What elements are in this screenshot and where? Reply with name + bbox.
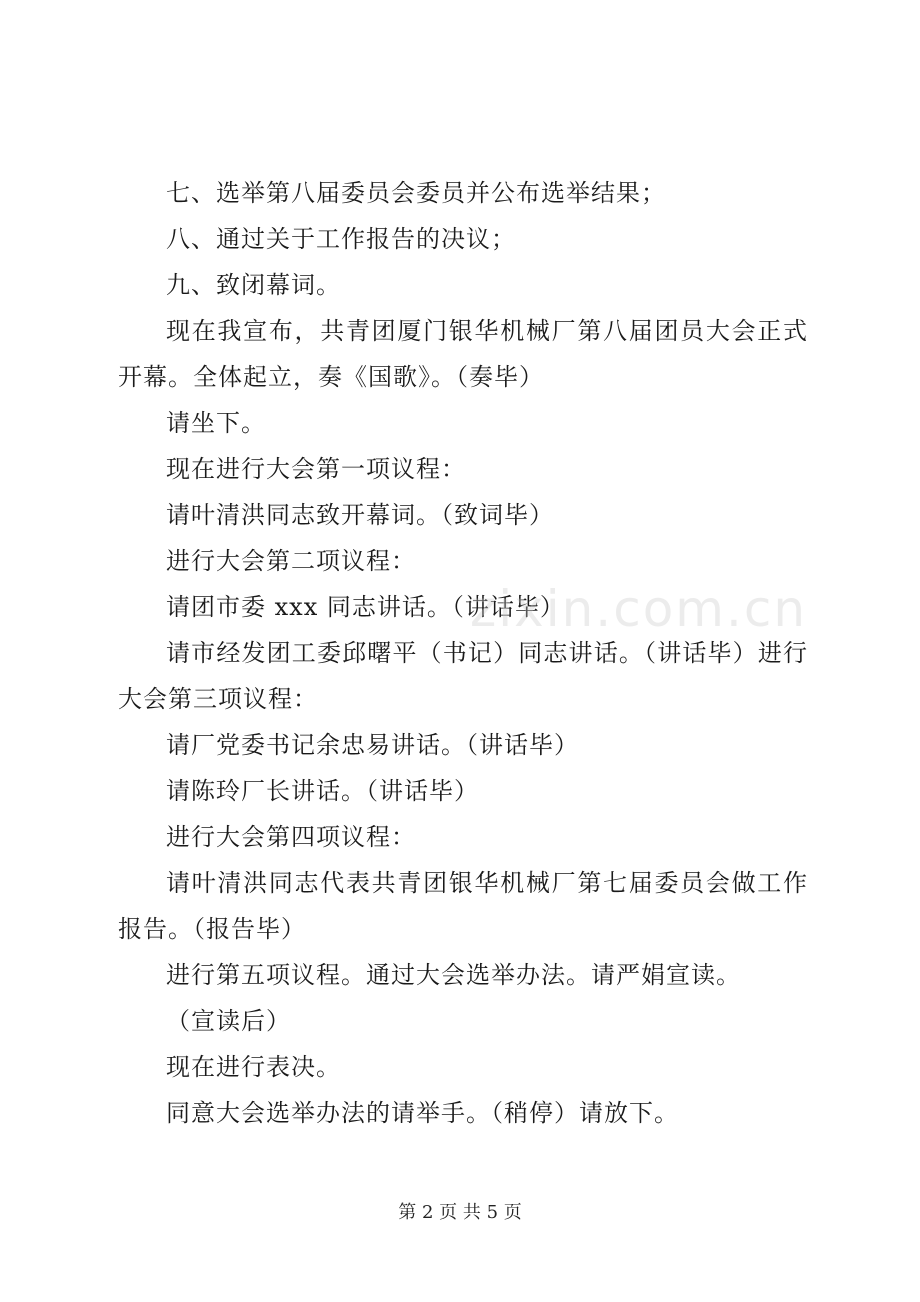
agenda-item-1-heading: 现在进行大会第一项议程： bbox=[166, 455, 466, 483]
document-body bbox=[118, 170, 808, 1136]
paragraph-item-7: 七、选举第八届委员会委员并公布选举结果； bbox=[166, 179, 666, 207]
agenda-item-3-speech-1: 请厂党委书记余忠易讲话。（讲话毕） bbox=[166, 731, 579, 759]
agenda-item-2-speech-2: 请市经发团工委邱曙平（书记）同志讲话。（讲话毕）进行大会第三项议程： bbox=[118, 639, 808, 713]
opening-declaration: 现在我宣布，共青团厦门银华机械厂第八届团员大会正式开幕。全体起立，奏《国歌》。（奏毕） bbox=[118, 317, 808, 391]
agenda-item-2-heading: 进行大会第二项议程： bbox=[166, 547, 416, 575]
agenda-item-5-show-hands: 同意大会选举办法的请举手。（稍停）请放下。 bbox=[166, 1099, 679, 1127]
agenda-item-5-vote: 现在进行表决。 bbox=[166, 1053, 341, 1081]
agenda-item-3-speech-2: 请陈玲厂长讲话。（讲话毕） bbox=[166, 777, 479, 805]
agenda-item-5-heading: 进行第五项议程。通过大会选举办法。请严娟宣读。 bbox=[166, 961, 741, 989]
watermark: zixin.com.cn bbox=[470, 580, 808, 638]
agenda-item-1-body: 请叶清洪同志致开幕词。（致词毕） bbox=[166, 501, 554, 529]
paragraph-sit-down: 请坐下。 bbox=[166, 409, 266, 437]
agenda-item-4-body: 请叶清洪同志代表共青团银华机械厂第七届委员会做工作报告。（报告毕） bbox=[118, 869, 808, 943]
agenda-item-4-heading: 进行大会第四项议程： bbox=[166, 823, 416, 851]
agenda-item-5-reading: （宣读后） bbox=[166, 1007, 291, 1035]
paragraph-item-9: 九、致闭幕词。 bbox=[166, 271, 341, 299]
page-footer: 第 2 页 共 5 页 bbox=[398, 1202, 522, 1223]
paragraph-item-8: 八、通过关于工作报告的决议； bbox=[166, 225, 516, 253]
agenda-item-2-speech-1: 请团市委 xxx 同志讲话。（讲话毕） bbox=[166, 593, 565, 621]
